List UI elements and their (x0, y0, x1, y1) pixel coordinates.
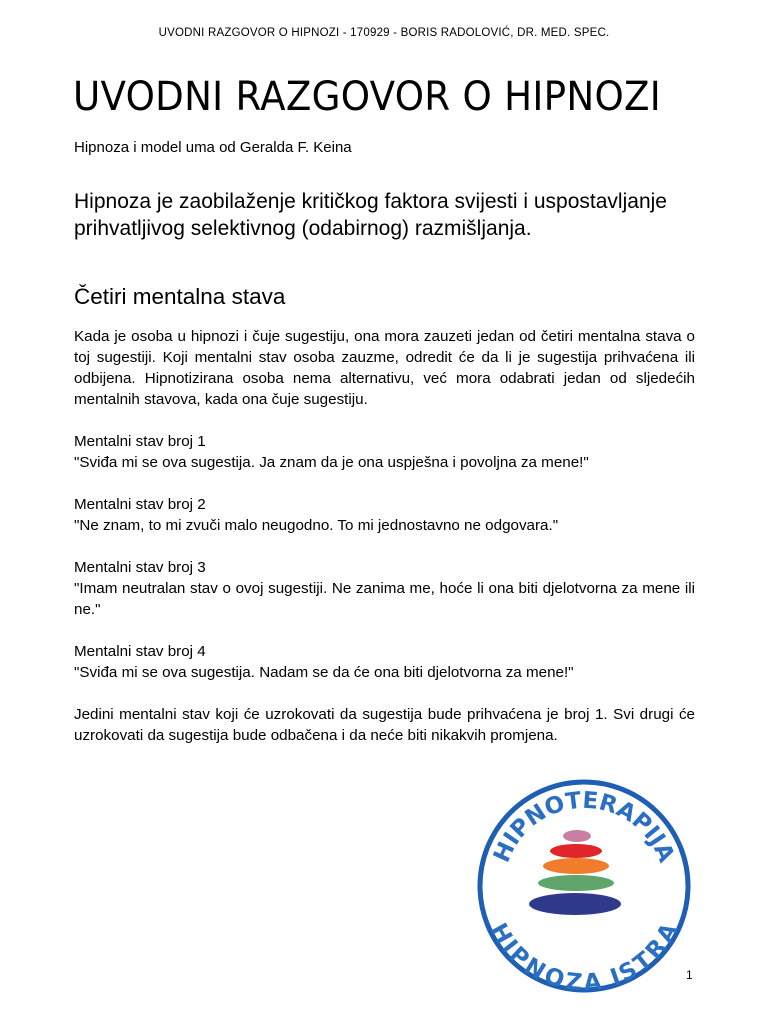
mental-stance-3 (74, 557, 695, 620)
stone-2 (550, 844, 602, 858)
stance-quote: "Sviđa mi se ova sugestija. Ja znam da je ona uspješna i povoljna za mene!" (74, 454, 589, 471)
document-title: UVODNI RAZGOVOR O HIPNOZI (73, 74, 662, 120)
stance-label: Mentalni stav broj 4 (74, 643, 206, 660)
mental-stance-1 (74, 431, 695, 473)
mental-stance-4 (74, 641, 695, 683)
hypnosis-definition: Hipnoza je zaobilaženje kritičkog faktora svijesti i uspostavljanje prihvatljivog selektivnog (odabirnog) razmišljanja. (74, 190, 667, 240)
document-body (74, 326, 695, 746)
stance-quote: "Imam neutralan stav o ovoj sugestiji. Ne zanima me, hoće li ona biti djelotvorna za mene ili ne." (74, 580, 695, 618)
stance-label: Mentalni stav broj 1 (74, 433, 206, 450)
document-subtitle: Hipnoza i model uma od Geralda F. Keina (74, 139, 352, 156)
stone-1 (563, 830, 591, 842)
stone-3 (543, 858, 609, 874)
logo-bottom-text: HIPNOZA ISTRA (484, 919, 684, 996)
running-header: UVODNI RAZGOVOR O HIPNOZI - 170929 - BORIS RADOLOVIĆ, DR. MED. SPEC. (158, 27, 610, 39)
stance-quote: "Sviđa mi se ova sugestija. Nadam se da će ona biti djelotvorna za mene!" (74, 664, 574, 681)
mental-stance-2 (74, 494, 695, 536)
page-number: 1 (686, 968, 693, 982)
stance-label: Mentalni stav broj 3 (74, 559, 206, 576)
logo-top-text: HIPNOTERAPIJA (488, 787, 680, 867)
section-heading: Četiri mentalna stava (74, 284, 286, 309)
conclusion-paragraph: Jedini mentalni stav koji će uzrokovati da sugestija bude prihvaćena je broj 1. Svi drugi će uzrokovati da sugestija bude odbačena i da neće biti nikakvih promjena. (74, 706, 695, 744)
intro-paragraph: Kada je osoba u hipnozi i čuje sugestiju, ona mora zauzeti jedan od četiri mentalna stava o toj sugestiji. Koji mentalni stav osoba zauzme, odredit će da li je sugestija prihvaćena ili odbijena. Hipnotizirana osoba nema alternativu, već mora odabrati jedan od sljedećih mentalnih stavova, kada ona čuje sugestiju. (74, 328, 695, 408)
hipnoterapija-logo (474, 776, 694, 996)
stance-label: Mentalni stav broj 2 (74, 496, 206, 513)
stance-quote: "Ne znam, to mi zvuči malo neugodno. To mi jednostavno ne odgovara." (74, 517, 559, 534)
stone-4 (538, 875, 614, 891)
stone-5 (529, 893, 621, 915)
